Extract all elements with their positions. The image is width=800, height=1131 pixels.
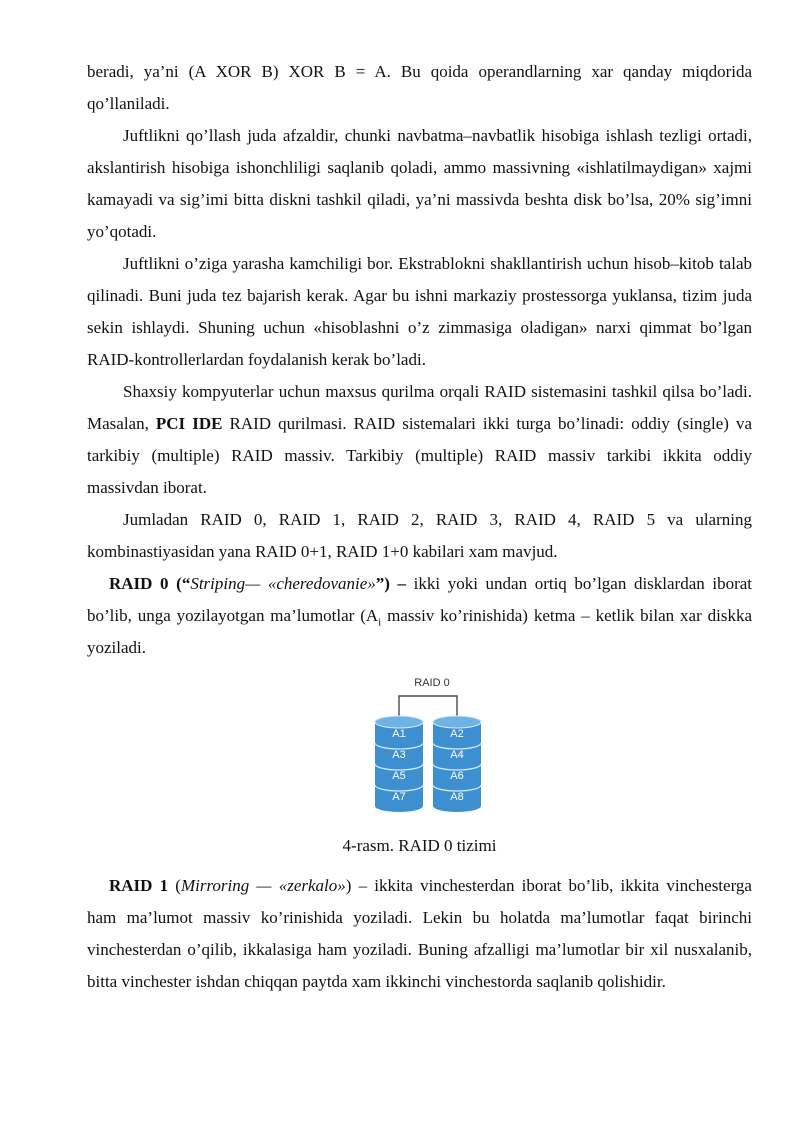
raid0-heading-italic: Striping— «cheredovanie» (190, 574, 376, 593)
disk-block-label: A4 (450, 749, 464, 761)
disk-block-label: A5 (392, 770, 406, 782)
paragraph-3: Juftlikni o’ziga yarasha kamchiligi bor. Ekstrablokni shakllantirish uchun hisob–kitob talab qilinadi. Buni juda tez bajarish kerak. Agar bu ishni markaziy prostessorga yuklansa, tizim juda sekin ishlaydi. Shuning uchun «hisoblashni o’z zimmasiga oladigan» narxi qimmat bo’lgan RAID-kontrollerlardan foydalanish kerak bo’ladi. (87, 254, 752, 369)
p6-sub: i (378, 616, 382, 629)
raid0-diagram (87, 674, 752, 824)
disk-left (375, 716, 423, 812)
disk-block-label: A7 (392, 791, 406, 803)
document-page (87, 56, 752, 998)
paragraph-1: beradi, ya’ni (A XOR B) XOR B = A. Bu qoida operandlarning xar qanday miqdorida qo’llaniladi. (87, 62, 752, 113)
raid0-title: RAID 0 (414, 677, 450, 689)
p6-text: ikki yoki undan ortiq bo’lgan disklardan iborat bo’lib, unga yozilayotgan ma’lumotlar (A (87, 574, 753, 625)
raid1-open-paren: ( (168, 876, 181, 895)
raid0-figure (87, 674, 752, 824)
disk-block-label: A1 (392, 728, 406, 740)
p6-text-2: massiv ko’rinishida) ketma – ketlik bilan xar diskka yoziladi. (87, 606, 752, 657)
p7-text: ) – ikkita vinchesterdan iborat bo’lib, ikkita vinchesterga ham ma’lumot massiv ko’rinishida yoziladi. Lekin bu holatda ma’lumotlar faqat birinchi vinchesterdan o’qilib, ikkalasiga ham yoziladi. Buning afzalligi ma’lumotlar bir xil nusxalanib, bitta vinchester ishdan chiqqan paytda xam ikkinchi vinchestorda saqlanib qolishidir. (87, 876, 752, 991)
disk-block-label: A2 (450, 728, 464, 740)
disk-right (433, 716, 481, 812)
disk-block-label: A3 (392, 749, 406, 761)
raid0-heading-b: ”) – (375, 574, 407, 593)
disk-top (433, 716, 481, 728)
paragraph-5: Jumladan RAID 0, RAID 1, RAID 2, RAID 3, RAID 4, RAID 5 va ularning kombinastiyasidan yana RAID 0+1, RAID 1+0 kabilari xam mavjud. (87, 510, 752, 561)
disk-top (375, 716, 423, 728)
p4-text-c: RAID qurilmasi. RAID sistemalari ikki turga bo’linadi: oddiy (single) va tarkibiy (multiple) RAID massiv. Tarkibiy (multiple) RAID massiv tarkibi ikkita oddiy massivdan iborat. (87, 414, 752, 497)
p4-bold: PCI IDE (155, 414, 223, 433)
disk-block-label: A8 (450, 791, 464, 803)
paragraph-4 (87, 376, 752, 504)
paragraph-7 (87, 870, 752, 998)
raid0-heading-a: RAID 0 (“ (109, 574, 191, 593)
paragraph-6 (87, 568, 752, 664)
raid1-italic: Mirroring — «zerkalo» (180, 876, 346, 895)
p4-text-a: Shaxsiy kompyuterlar uchun maxsus qurilma orqali RAID sistemasini tashkil qilsa bo’ladi. Masalan, (87, 382, 752, 433)
paragraph-2: Juftlikni qo’llash juda afzaldir, chunki navbatma–navbatlik hisobiga ishlash tezligi ortadi, akslantirish hisobiga ishonchliligi saqlanib qoladi, ammo massivning «ishlatilmaydigan» xajmi kamayadi va sig’imi bitta diskni tashkil qiladi, ya’ni massivda beshta disk bo’lsa, 20% sig’imni yo’qotadi. (87, 126, 752, 241)
raid1-heading: RAID 1 (109, 876, 169, 895)
figure-caption: 4-rasm. RAID 0 tizimi (342, 836, 497, 855)
disk-block-label: A6 (450, 770, 464, 782)
disk-group (375, 716, 481, 812)
raid-connector-line (399, 696, 457, 718)
